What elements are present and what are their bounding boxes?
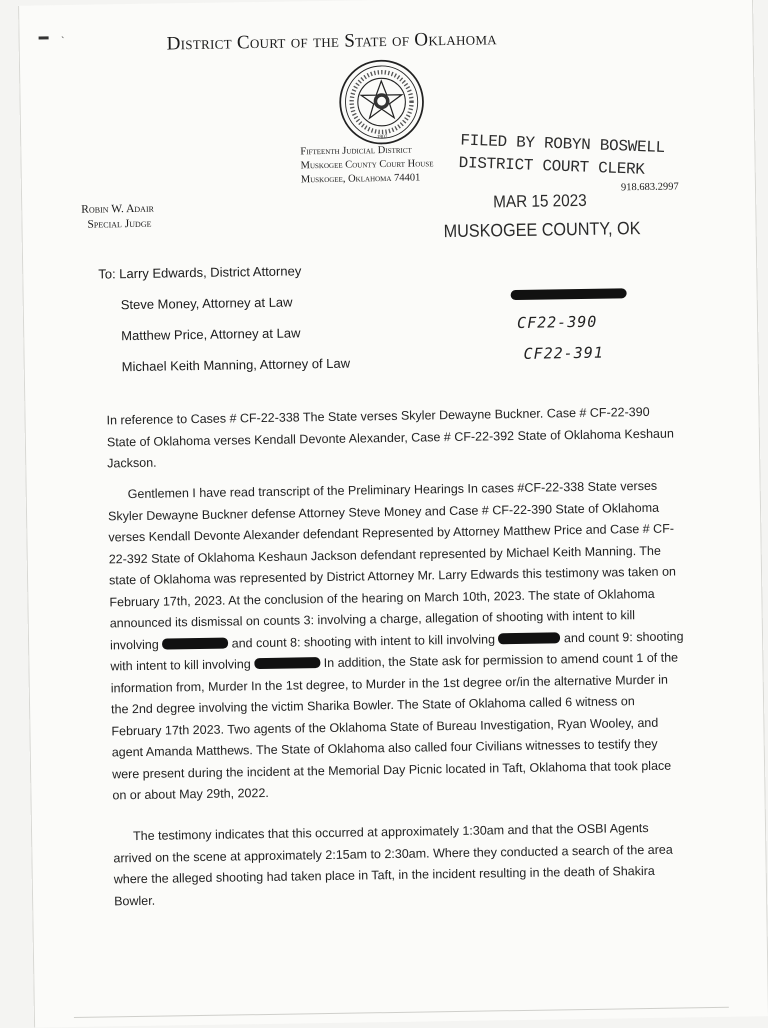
recipient-to: To: Larry Edwards, District Attorney — [98, 263, 302, 282]
paragraph-hearing-part-d: In addition, the State ask for permission to amend count 1 of the information from, Murder In the 1st degree, to Murder in the 1st degree or/in the alternative Murder in the 2nd degree involving the victim Sharika Bowler. The State of Oklahoma called 6 witness on February 17th 2023. Two agents of the Oklahoma State of Bureau Investigation, Ryan Wooley, and agent Amanda Matthews. The State of Oklahoma also called four Civilians witnesses to testify they were present during the incident at the Memorial Day Picnic located in Taft, Oklahoma that took place on or about May 29th, 2022. — [110, 650, 679, 803]
page-edge — [74, 1007, 729, 1018]
clerk-stamp-line: DISTRICT COURT CLERK — [458, 154, 645, 179]
redacted-name-1 — [162, 637, 228, 649]
redacted-case-number — [511, 284, 627, 304]
handwritten-case-1: CF22-390 — [516, 312, 598, 332]
paragraph-reference: In reference to Cases # CF-22-338 The State verses Skyler Dewayne Buckner. Case # CF-22-390 State of Oklahoma verses Kendall Devonte Alexander, Case # CF-22-392 State of Oklahoma Keshaun Jackson. — [106, 404, 674, 471]
scan-mark: ▬ ˴ — [38, 31, 65, 43]
stamp-county: MUSKOGEE COUNTY, OK — [443, 218, 641, 242]
courthouse-name: Muskogee County Court House — [300, 158, 434, 172]
document-page — [18, 0, 768, 1028]
filed-stamp-line: FILED BY ROBYN BOSWELL — [460, 131, 666, 157]
phone-number: 918.683.2997 — [620, 181, 679, 194]
judge-name: Robin W. Adair — [81, 202, 155, 216]
seal-year: 1907 — [376, 134, 388, 141]
stamp-date: MAR 15 2023 — [493, 190, 587, 212]
recipient-4: Michael Keith Manning, Attorney of Law — [121, 355, 351, 375]
recipient-3: Matthew Price, Attorney at Law — [121, 325, 301, 344]
redacted-name-2 — [498, 632, 560, 644]
state-seal-icon — [337, 57, 426, 146]
court-city: Muskogee, Oklahoma 74401 — [300, 172, 421, 186]
paragraph-hearing — [108, 475, 688, 806]
redacted-name-3 — [254, 657, 320, 669]
paragraph-hearing-part-c: and count 9: shooting with intent to kill involving — [110, 628, 684, 674]
paragraph-testimony: The testimony indicates that this occurred at approximately 1:30am and that the OSBI Agents arrived on the scene at approximately 2:15am to 2:30am. Where they conducted a search of the area where the alleged shooting had taken place in Taft, in the incident resulting in the death of Shakira Bowler. — [113, 820, 673, 908]
handwritten-case-2: CF22-391 — [523, 343, 604, 363]
paragraph-hearing-part-b: and count 8: shooting with intent to kill involving — [231, 631, 496, 650]
recipient-2: Steve Money, Attorney at Law — [120, 294, 293, 313]
court-title: District Court of the State of Oklahoma — [166, 28, 498, 55]
judge-title: Special Judge — [87, 217, 152, 231]
judicial-district: Fifteenth Judicial District — [300, 144, 412, 158]
paragraph-hearing-part-a: Gentlemen I have read transcript of the Preliminary Hearings In cases #CF-22-338 State verses Skyler Dewayne Buckner defense Attorney Steve Money and Case # CF-22-390 State of Oklahoma verses Kendall Devonte Alexander defendant Represented by Attorney Matthew Price and Case # CF-22-392 State of Oklahoma Keshaun Jackson defendant represented by Michael Keith Manning. The state of Oklahoma was represented by District Attorney Mr. Larry Edwards this testimony was taken on February 17th, 2023. At the conclusion of the hearing on March 10th, 2023. The state of Oklahoma announced its dismissal on counts 3: involving a charge, allegation of shooting with intent to kill involving — [107, 478, 677, 652]
